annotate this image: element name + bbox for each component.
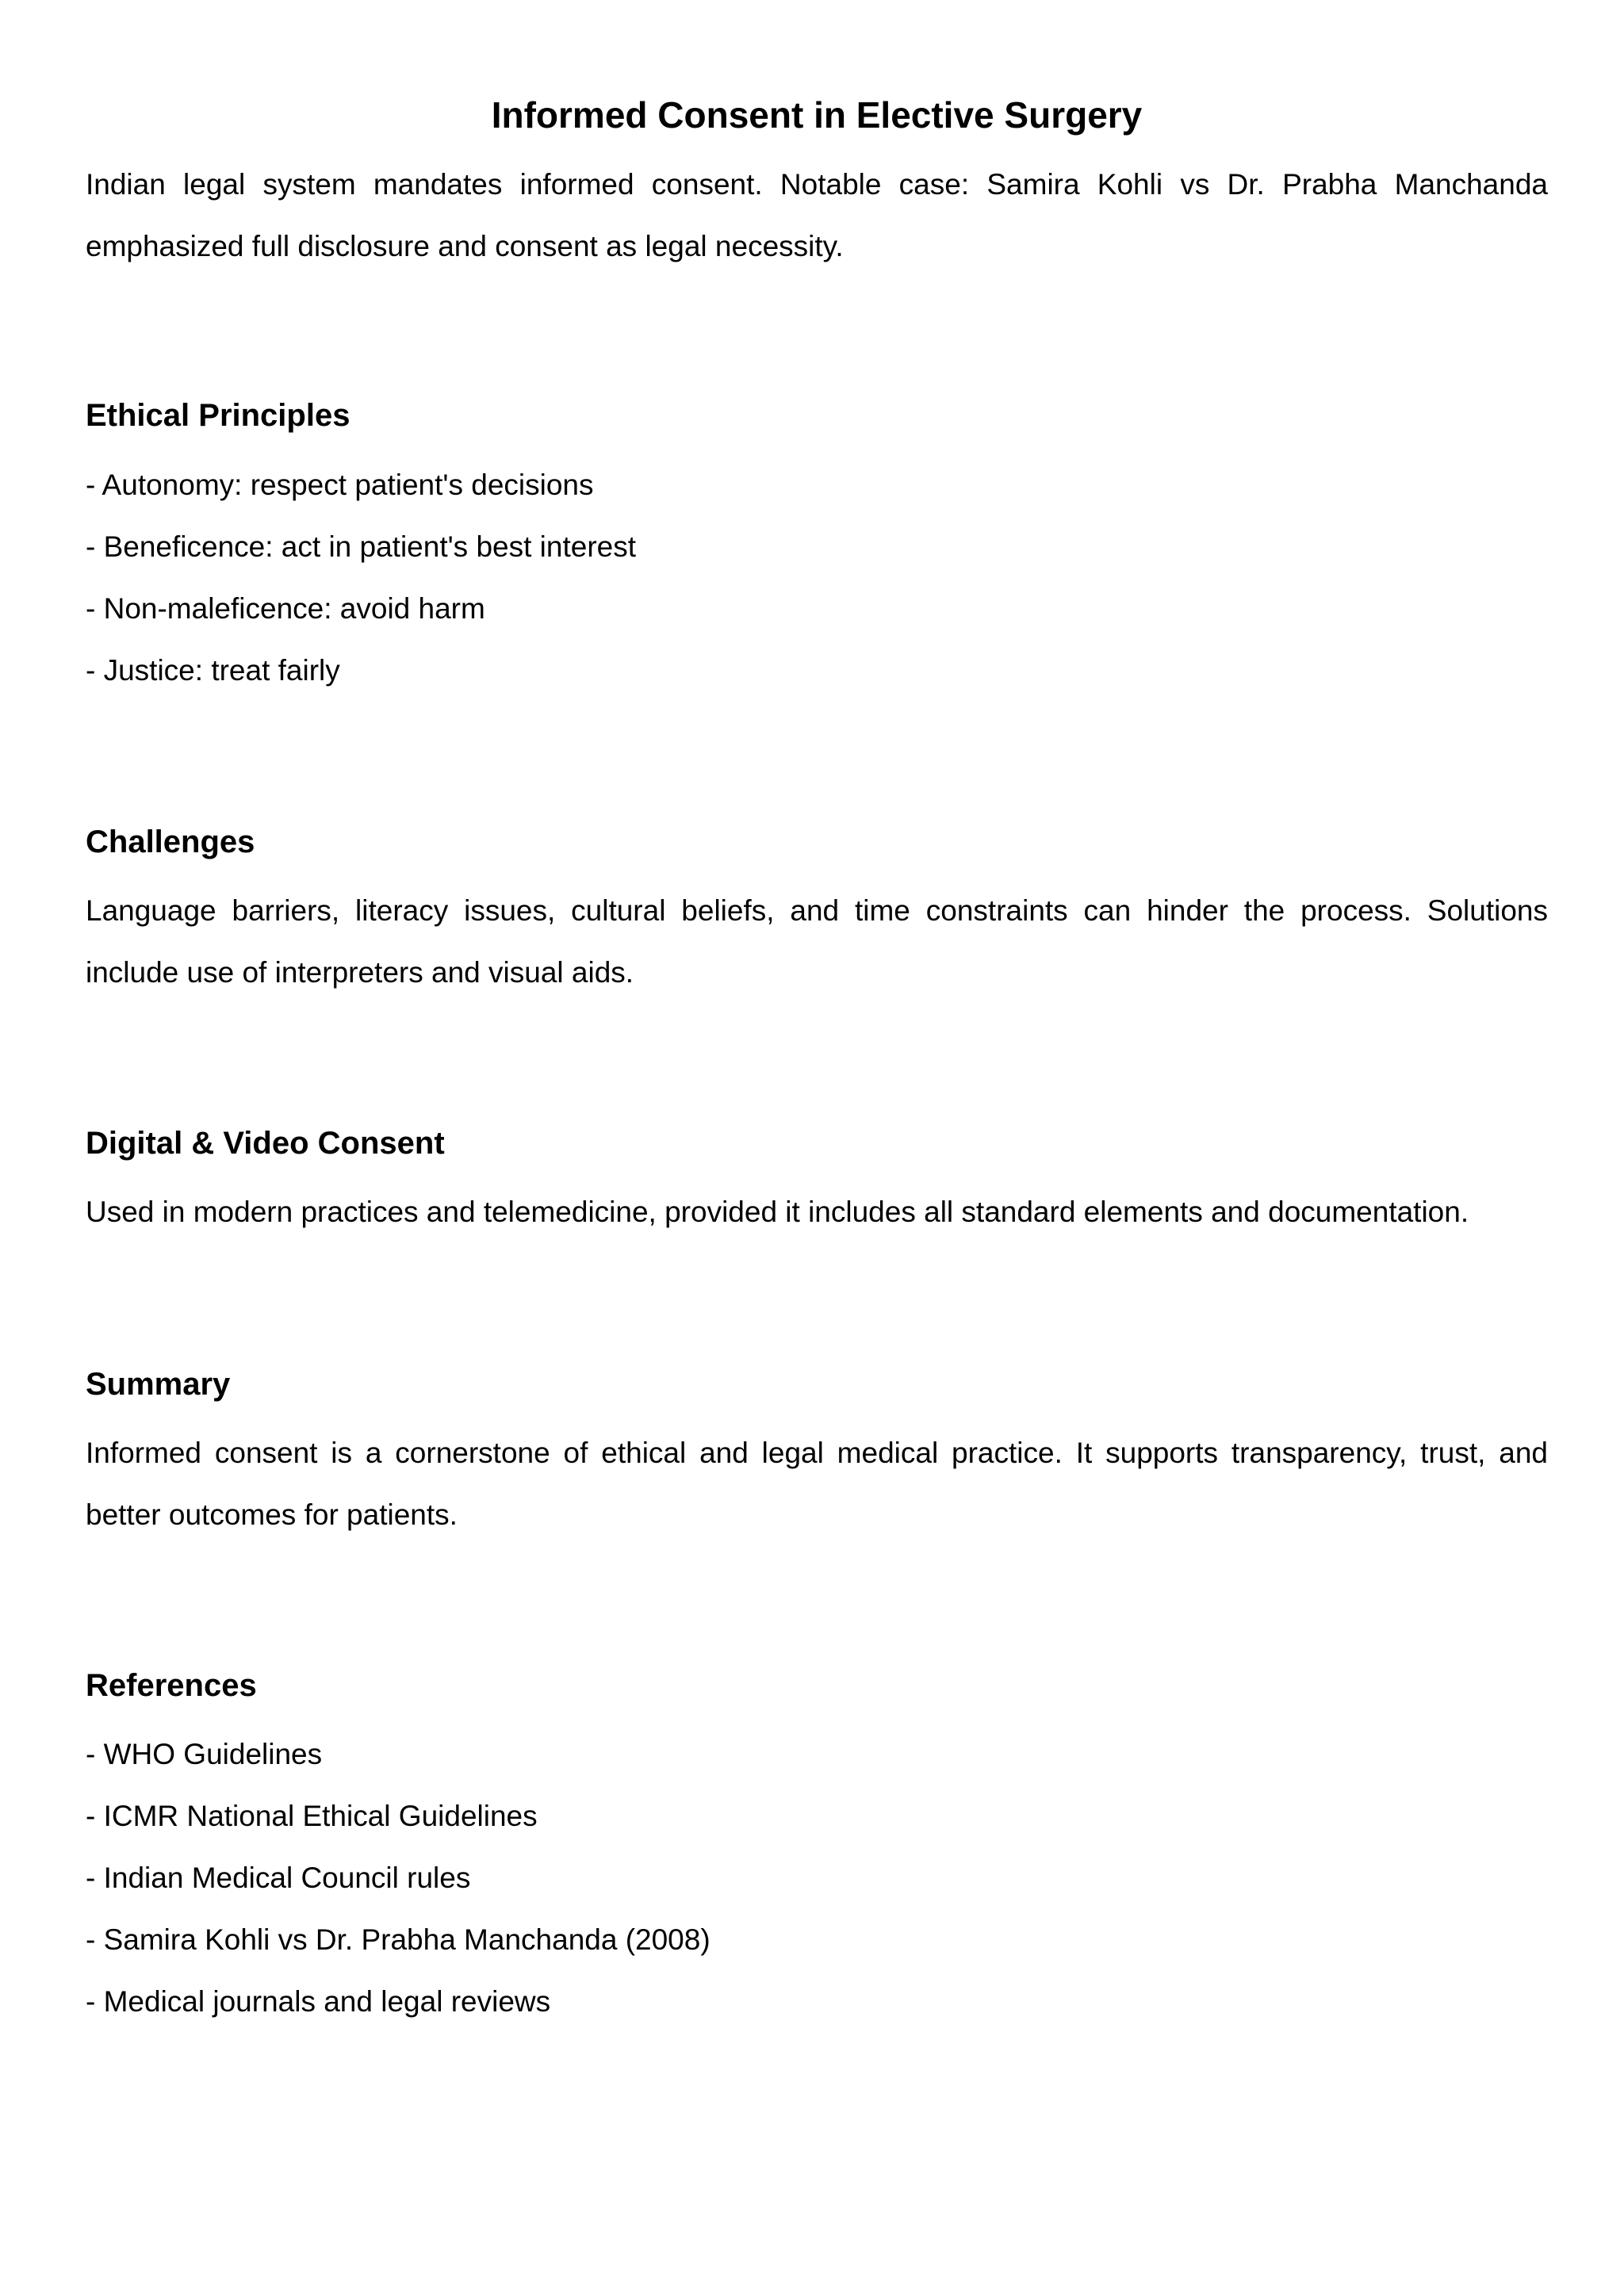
references-list [86,1724,710,2033]
intro-paragraph: Indian legal system mandates informed consent. Notable case: Samira Kohli vs Dr. Prabha Manchanda emphasized full disclosure and consent as legal necessity. [86,168,1548,262]
list-item: - Autonomy: respect patient's decisions [86,469,594,501]
challenges-heading: Challenges [86,825,255,859]
list-item: - Justice: treat fairly [86,654,340,687]
references-heading: References [86,1668,257,1703]
list-item: - Medical journals and legal reviews [86,1985,551,2018]
ethical-principles-heading: Ethical Principles [86,398,350,433]
digital-consent-paragraph: Used in modern practices and telemedicine, provided it includes all standard elements and documentation. [86,1196,1469,1228]
ethical-principles-list [86,454,636,702]
list-item: - Samira Kohli vs Dr. Prabha Manchanda (2008) [86,1923,710,1956]
list-item: - Beneficence: act in patient's best interest [86,530,637,563]
list-item: - Indian Medical Council rules [86,1862,471,1894]
document-title: Informed Consent in Elective Surgery [491,94,1143,136]
digital-consent-heading: Digital & Video Consent [86,1126,445,1161]
challenges-paragraph: Language barriers, literacy issues, cultural beliefs, and time constraints can hinder the process. Solutions include use of interpreters and visual aids. [86,894,1548,989]
summary-heading: Summary [86,1367,231,1402]
summary-paragraph: Informed consent is a cornerstone of ethical and legal medical practice. It supports transparency, trust, and better outcomes for patients. [86,1437,1548,1531]
list-item: - WHO Guidelines [86,1738,323,1770]
list-item: - ICMR National Ethical Guidelines [86,1800,538,1832]
list-item: - Non-maleficence: avoid harm [86,592,485,625]
